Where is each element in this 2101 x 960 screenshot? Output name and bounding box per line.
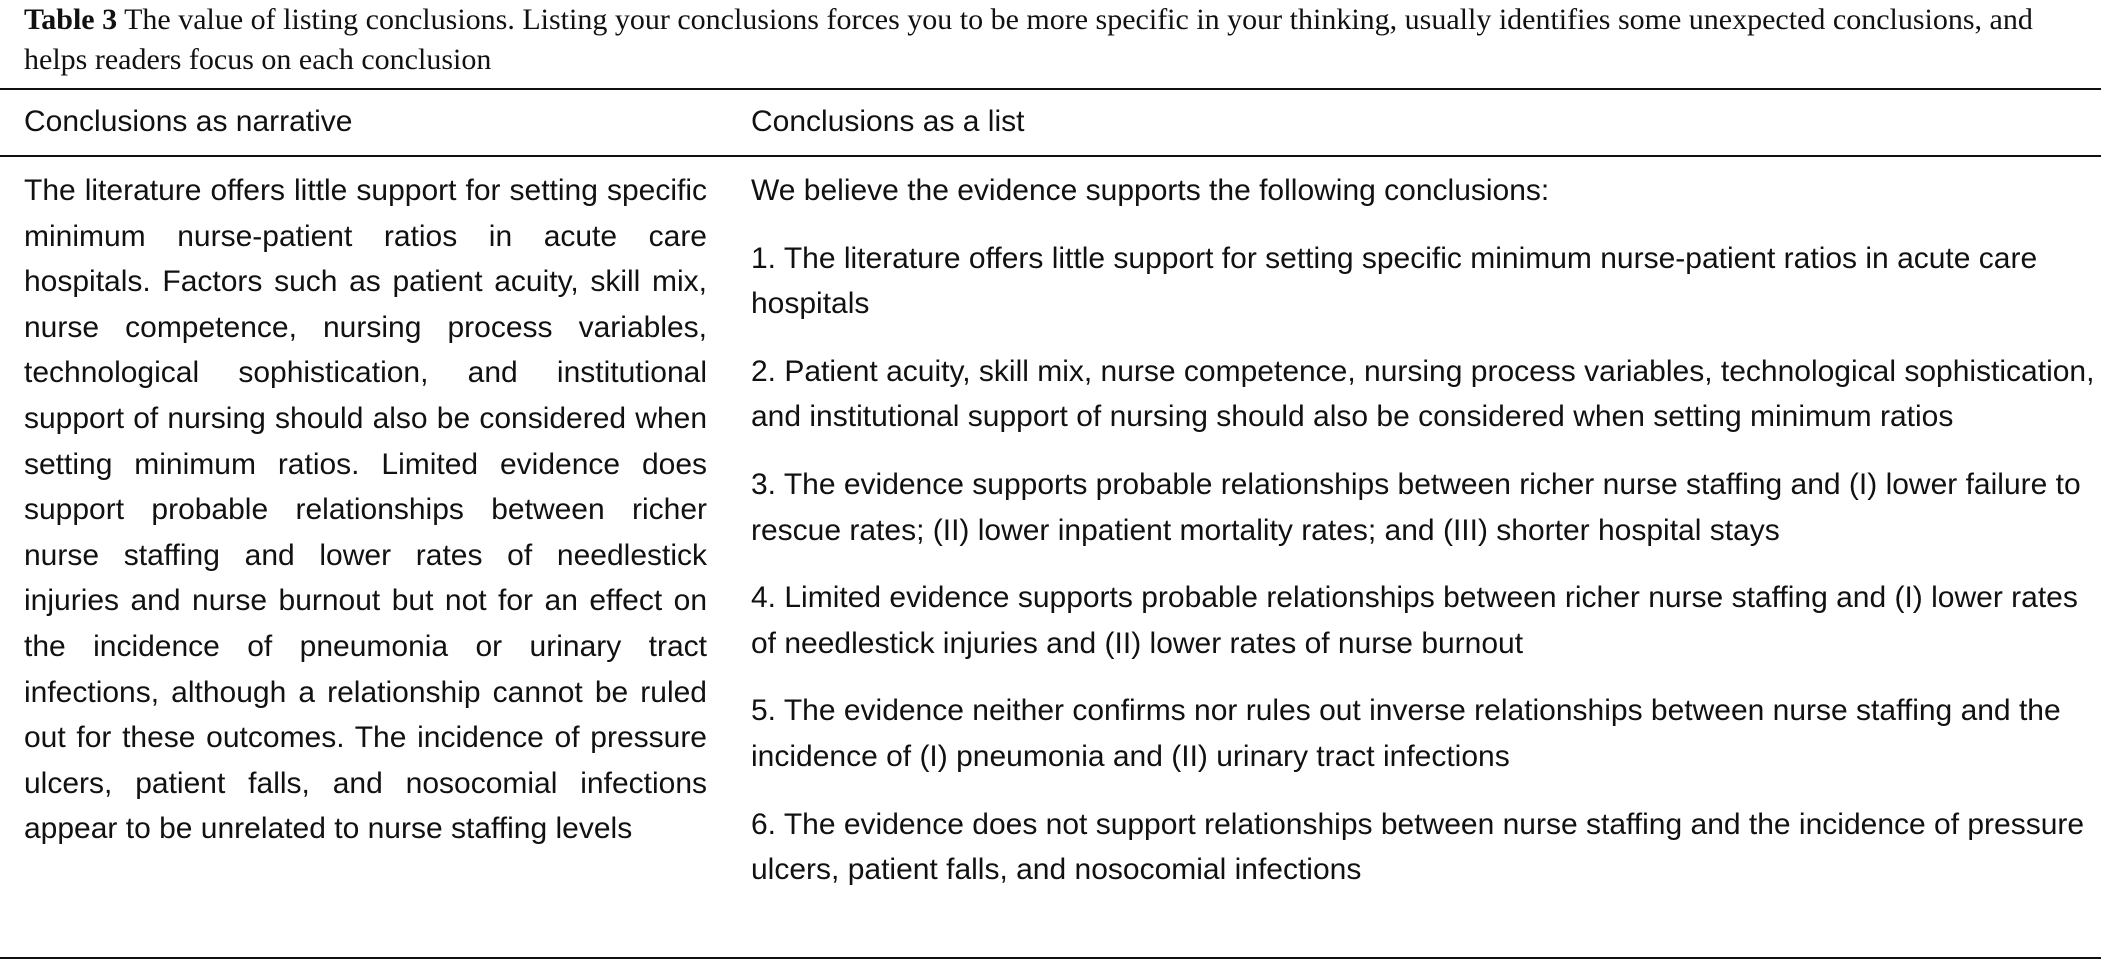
- list-item: 2. Patient acuity, skill mix, nurse competence, nursing process variables, technological sophistication, and institutional support of nursing should also be considered when setting minimum ratios: [751, 354, 2095, 434]
- list-item: 1. The literature offers little support for setting specific minimum nurse-patient ratios in acute care hospitals: [751, 241, 2038, 321]
- table-top-rule: [0, 88, 2101, 90]
- table-caption-text: The value of listing conclusions. Listing your conclusions forces you to be more specific in your thinking, usually identifies some unexpected conclusions, and helps readers focus on each conclusion: [24, 3, 2033, 76]
- list-item: 4. Limited evidence supports probable relationships between richer nurse staffing and (I) lower rates of needlestick injuries and (II) lower rates of nurse burnout: [751, 581, 2078, 660]
- column-header-narrative: Conclusions as narrative: [24, 105, 353, 138]
- list-item: 3. The evidence supports probable relationships between richer nurse staffing and (I) lower failure to rescue rates; (II) lower inpatient mortality rates; and (III) shorter hospital stays: [751, 467, 2081, 547]
- list-item: 6. The evidence does not support relationships between nurse staffing and the incidence of pressure ulcers, patient falls, and nosocomial infections: [751, 807, 2085, 887]
- table-label: Table 3: [24, 3, 118, 36]
- table-caption: [24, 0, 2084, 80]
- list-intro: We believe the evidence supports the following conclusions:: [751, 174, 1550, 207]
- list-item: 5. The evidence neither confirms nor rules out inverse relationships between nurse staffing and the incidence of (I) pneumonia and (II) urinary tract infections: [751, 694, 2061, 773]
- list-cell: [751, 168, 2096, 915]
- header-rule: [0, 155, 2101, 157]
- table-bottom-rule: [0, 957, 2101, 959]
- column-header-list: Conclusions as a list: [751, 105, 1025, 138]
- narrative-cell: The literature offers little support for setting specific minimum nurse-patient ratios in acute care hospitals. Factors such as patient acuity, skill mix, nurse competence, nursing process variables, technological sophistication, and institutional support of nursing should also be considered when setting minimum ratios. Limited evidence does support probable relationships between richer nurse staffing and lower rates of needlestick injuries and nurse burnout but not for an effect on the incidence of pneumonia or urinary tract infections, although a relationship cannot be ruled out for these outcomes. The incidence of pressure ulcers, patient falls, and nosocomial infections appear to be unrelated to nurse staffing levels: [24, 174, 707, 846]
